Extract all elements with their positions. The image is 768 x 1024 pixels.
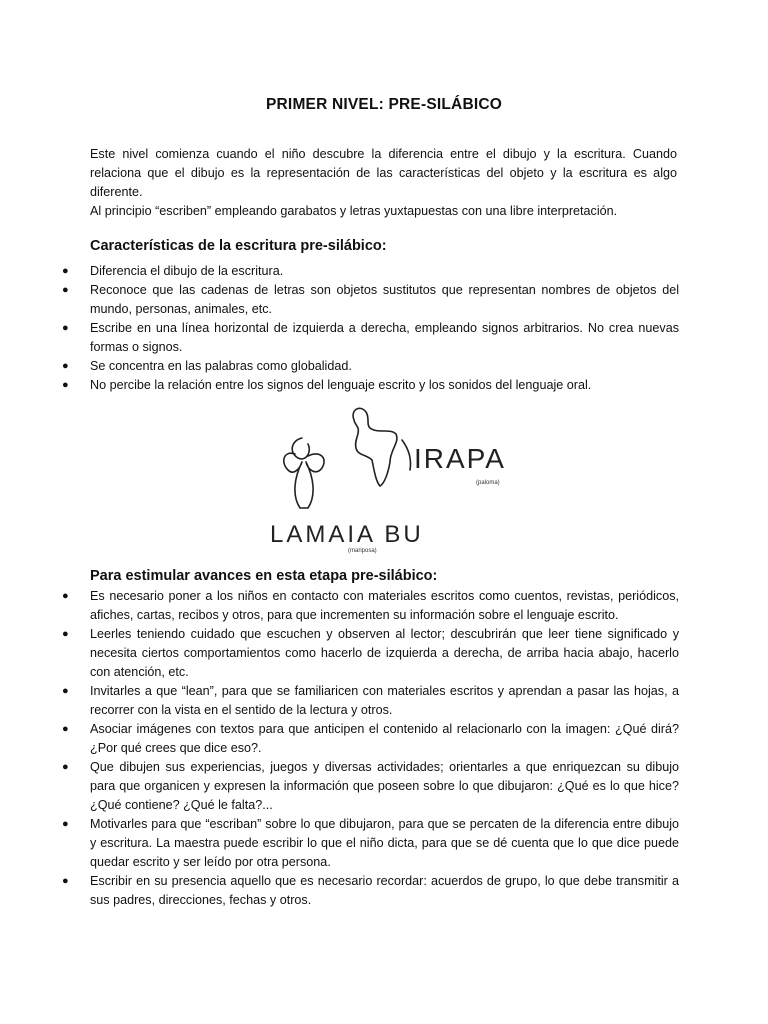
list-item	[62, 281, 679, 319]
list-item-text: Que dibujen sus experiencias, juegos y diversas actividades; orientarles a que enriquezcan su dibujo para que organicen y expresen la información que poseen sobre lo que dibujaron: ¿Qué es lo que hice? ¿Qué contiene? ¿Qué le falta?...	[90, 760, 679, 812]
bullet-icon: ●	[62, 322, 69, 334]
list-item	[62, 872, 679, 910]
list-item	[62, 625, 679, 682]
list-item	[62, 682, 679, 720]
list-item-text: Asociar imágenes con textos para que anticipen el contenido al relacionarlo con la imagen: ¿Qué dirá? ¿Por qué crees que dice eso?.	[90, 722, 679, 755]
intro-paragraph-1: Este nivel comienza cuando el niño descubre la diferencia entre el dibujo y la escritura. Cuando relaciona que el dibujo es la representación de las características del objeto y la escritura es algo diferente.	[90, 147, 677, 199]
list-item-text: Leerles teniendo cuidado que escuchen y observen al lector; descubrirán que leer tiene significado y necesita ciertos comportamientos como hacerlo de izquierda a derecha, de arriba hacia abajo, hacerlo con atención, etc.	[90, 627, 679, 679]
butterfly-drawing	[284, 438, 324, 508]
bullet-icon: ●	[62, 761, 69, 773]
bullet-icon: ●	[62, 284, 69, 296]
characteristics-list	[62, 262, 679, 395]
list-item	[62, 815, 679, 872]
list-item-text: Es necesario poner a los niños en contacto con materiales escritos como cuentos, revistas, periódicos, afiches, cartas, recibos y otros, para que incrementen su información sobre el lenguaje escrito.	[90, 589, 679, 622]
bullet-icon: ●	[62, 265, 69, 277]
bullet-icon: ●	[62, 628, 69, 640]
bullet-icon: ●	[62, 818, 69, 830]
list-item-text: Se concentra en las palabras como globalidad.	[90, 359, 352, 373]
letter-stroke	[402, 440, 411, 470]
list-item	[62, 587, 679, 625]
bullet-icon: ●	[62, 685, 69, 697]
list-item-text: Diferencia el dibujo de la escritura.	[90, 264, 284, 278]
list-item-text: Escribe en una línea horizontal de izquierda a derecha, empleando signos arbitrarios. No crea nuevas formas o signos.	[90, 321, 679, 354]
caption-1: (paloma)	[476, 480, 500, 486]
child-writing-drawing	[262, 400, 512, 558]
bullet-icon: ●	[62, 379, 69, 391]
stimulate-list	[62, 587, 679, 910]
intro-paragraph-2: Al principio “escriben” empleando garabatos y letras yuxtapuestas con una libre interpretación.	[90, 204, 618, 218]
section-heading-characteristics: Características de la escritura pre-silábico:	[90, 238, 387, 254]
list-item	[62, 357, 679, 376]
list-item-text: No percibe la relación entre los signos del lenguaje escrito y los sonidos del lenguaje oral.	[90, 378, 592, 392]
list-item	[62, 262, 679, 281]
list-item-text: Reconoce que las cadenas de letras son objetos sustitutos que representan nombres de objetos del mundo, personas, animales, etc.	[90, 283, 679, 316]
caption-2: (mariposa)	[348, 548, 377, 554]
bullet-icon: ●	[62, 590, 69, 602]
page-title: PRIMER NIVEL: PRE-SILÁBICO	[266, 96, 502, 113]
child-writing-sample	[262, 400, 512, 558]
bullet-icon: ●	[62, 875, 69, 887]
handwritten-word-2: LAMAIA BU	[270, 521, 424, 548]
handwritten-word-1: IRAPA	[414, 443, 506, 474]
list-item-text: Motivarles para que “escriban” sobre lo que dibujaron, para que se percaten de la diferencia entre dibujo y escritura. La maestra puede escribir lo que el niño dicta, para que se dé cuenta que lo que dice puede quedar escrito y ser leído por otra persona.	[90, 817, 679, 869]
list-item	[62, 720, 679, 758]
bird-drawing	[353, 408, 397, 486]
bullet-icon: ●	[62, 360, 69, 372]
bullet-icon: ●	[62, 723, 69, 735]
list-item-text: Invitarles a que “lean”, para que se familiaricen con materiales escritos y aprendan a pasar las hojas, a recorrer con la vista en el sentido de la lectura y otros.	[90, 684, 679, 717]
list-item	[62, 376, 679, 395]
list-item	[62, 758, 679, 815]
section-heading-stimulate: Para estimular avances en esta etapa pre-silábico:	[90, 568, 438, 584]
intro-paragraphs	[90, 145, 677, 221]
list-item	[62, 319, 679, 357]
list-item-text: Escribir en su presencia aquello que es necesario recordar: acuerdos de grupo, lo que debe transmitir a sus padres, direcciones, fechas y otros.	[90, 874, 679, 907]
